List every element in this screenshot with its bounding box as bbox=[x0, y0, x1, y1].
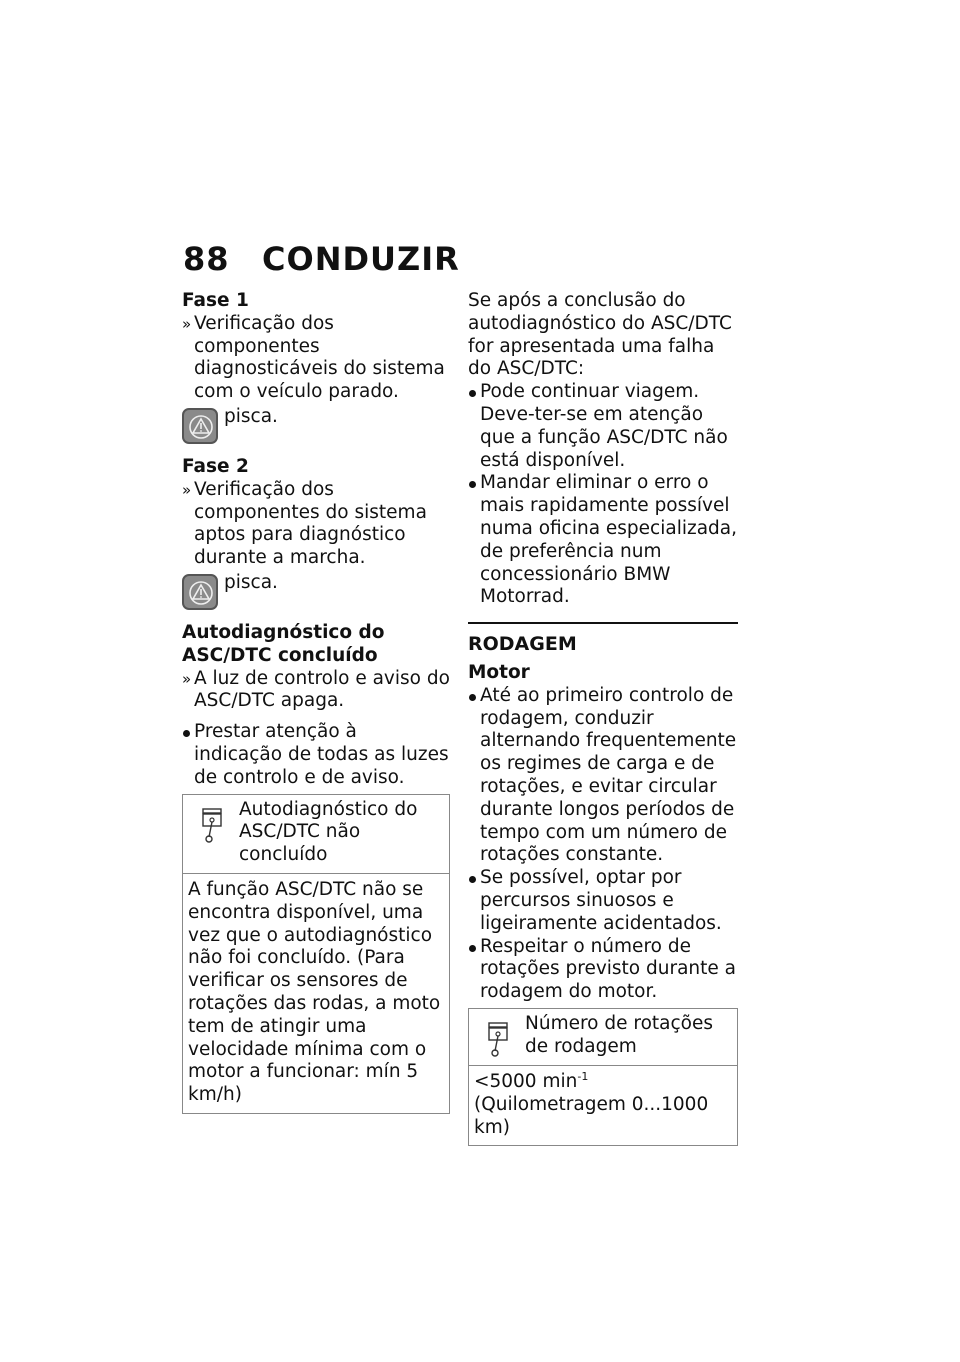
spec-box bbox=[468, 1008, 738, 1146]
done-bullet: Prestar atenção à indicação de todas as luzes de controlo e de aviso. bbox=[182, 721, 450, 789]
motor-bullet: Respeitar o número de rotações previsto durante a rodagem do motor. bbox=[468, 936, 738, 1004]
fault-bullet: Pode continuar viagem. Deve-ter-se em atenção que a função ASC/DTC não está disponível. bbox=[468, 381, 738, 472]
phase2-lamp-text: pisca. bbox=[224, 571, 278, 593]
asc-dtc-warning-icon bbox=[182, 408, 218, 444]
right-column bbox=[468, 290, 738, 1146]
fault-bullet: Mandar eliminar o erro o mais rapidamente possível numa oficina especializada, de preferência num concessionário BMW Motorrad. bbox=[468, 472, 738, 609]
phase1-result: » Verificação dos componentes diagnosticáveis do sistema com o veículo parado. bbox=[182, 313, 450, 404]
notice-box-header bbox=[183, 795, 449, 874]
phase1-heading: Fase 1 bbox=[182, 290, 249, 311]
notice-body: A função ASC/DTC não se encontra disponível, uma vez que o autodiagnóstico não foi concluído. (Para verificar os sensores de rotações das rodas, a moto tem de atingir uma velocidade mínima com o motor a funcionar: mín 5 km/h) bbox=[188, 878, 441, 1106]
fault-intro: Se após a conclusão do autodiagnóstico do ASC/DTC for apresentada uma falha do ASC/DTC: bbox=[468, 290, 732, 380]
engine-piston-icon bbox=[483, 1019, 517, 1059]
engine-piston-icon bbox=[197, 805, 231, 845]
spec-value-prefix: <5000 min bbox=[474, 1070, 578, 1092]
done-heading: Autodiagnóstico do ASC/DTC concluído bbox=[182, 621, 385, 666]
phase1-lamp-text: pisca. bbox=[224, 405, 278, 427]
notice-title: Autodiagnóstico do ASC/DTC não concluído bbox=[239, 798, 418, 866]
phase2-result: » Verificação dos componentes do sistema aptos para diagnóstico durante a marcha. bbox=[182, 479, 450, 570]
spec-value bbox=[469, 1066, 737, 1145]
phase2-lamp-line bbox=[182, 572, 450, 610]
phase2-heading: Fase 2 bbox=[182, 455, 249, 477]
page-number: 88 bbox=[183, 240, 230, 278]
spec-value-suffix: (Quilometragem 0...1000 km) bbox=[474, 1093, 709, 1138]
motor-bullet: Até ao primeiro controlo de rodagem, conduzir alternando frequentemente os regimes de carga e de rotações, e evitar circular durante longos períodos de tempo com um número de rotações constante. bbox=[468, 685, 738, 867]
motor-bullet: Se possível, optar por percursos sinuosos e ligeiramente acidentados. bbox=[468, 867, 738, 935]
section-title-rodagem: RODAGEM bbox=[468, 633, 577, 656]
done-result: » A luz de controlo e aviso do ASC/DTC apaga. bbox=[182, 668, 450, 714]
spec-box-header bbox=[469, 1009, 737, 1066]
phase1-lamp-line bbox=[182, 406, 450, 444]
motor-heading: Motor bbox=[468, 661, 530, 683]
spec-title: Número de rotações de rodagem bbox=[525, 1012, 713, 1057]
section-divider bbox=[468, 622, 738, 624]
left-column bbox=[182, 290, 450, 1114]
notice-box bbox=[182, 794, 450, 1114]
page-title: CONDUZIR bbox=[262, 240, 460, 278]
asc-dtc-warning-icon bbox=[182, 574, 218, 610]
spec-value-exponent: -1 bbox=[577, 1069, 589, 1083]
